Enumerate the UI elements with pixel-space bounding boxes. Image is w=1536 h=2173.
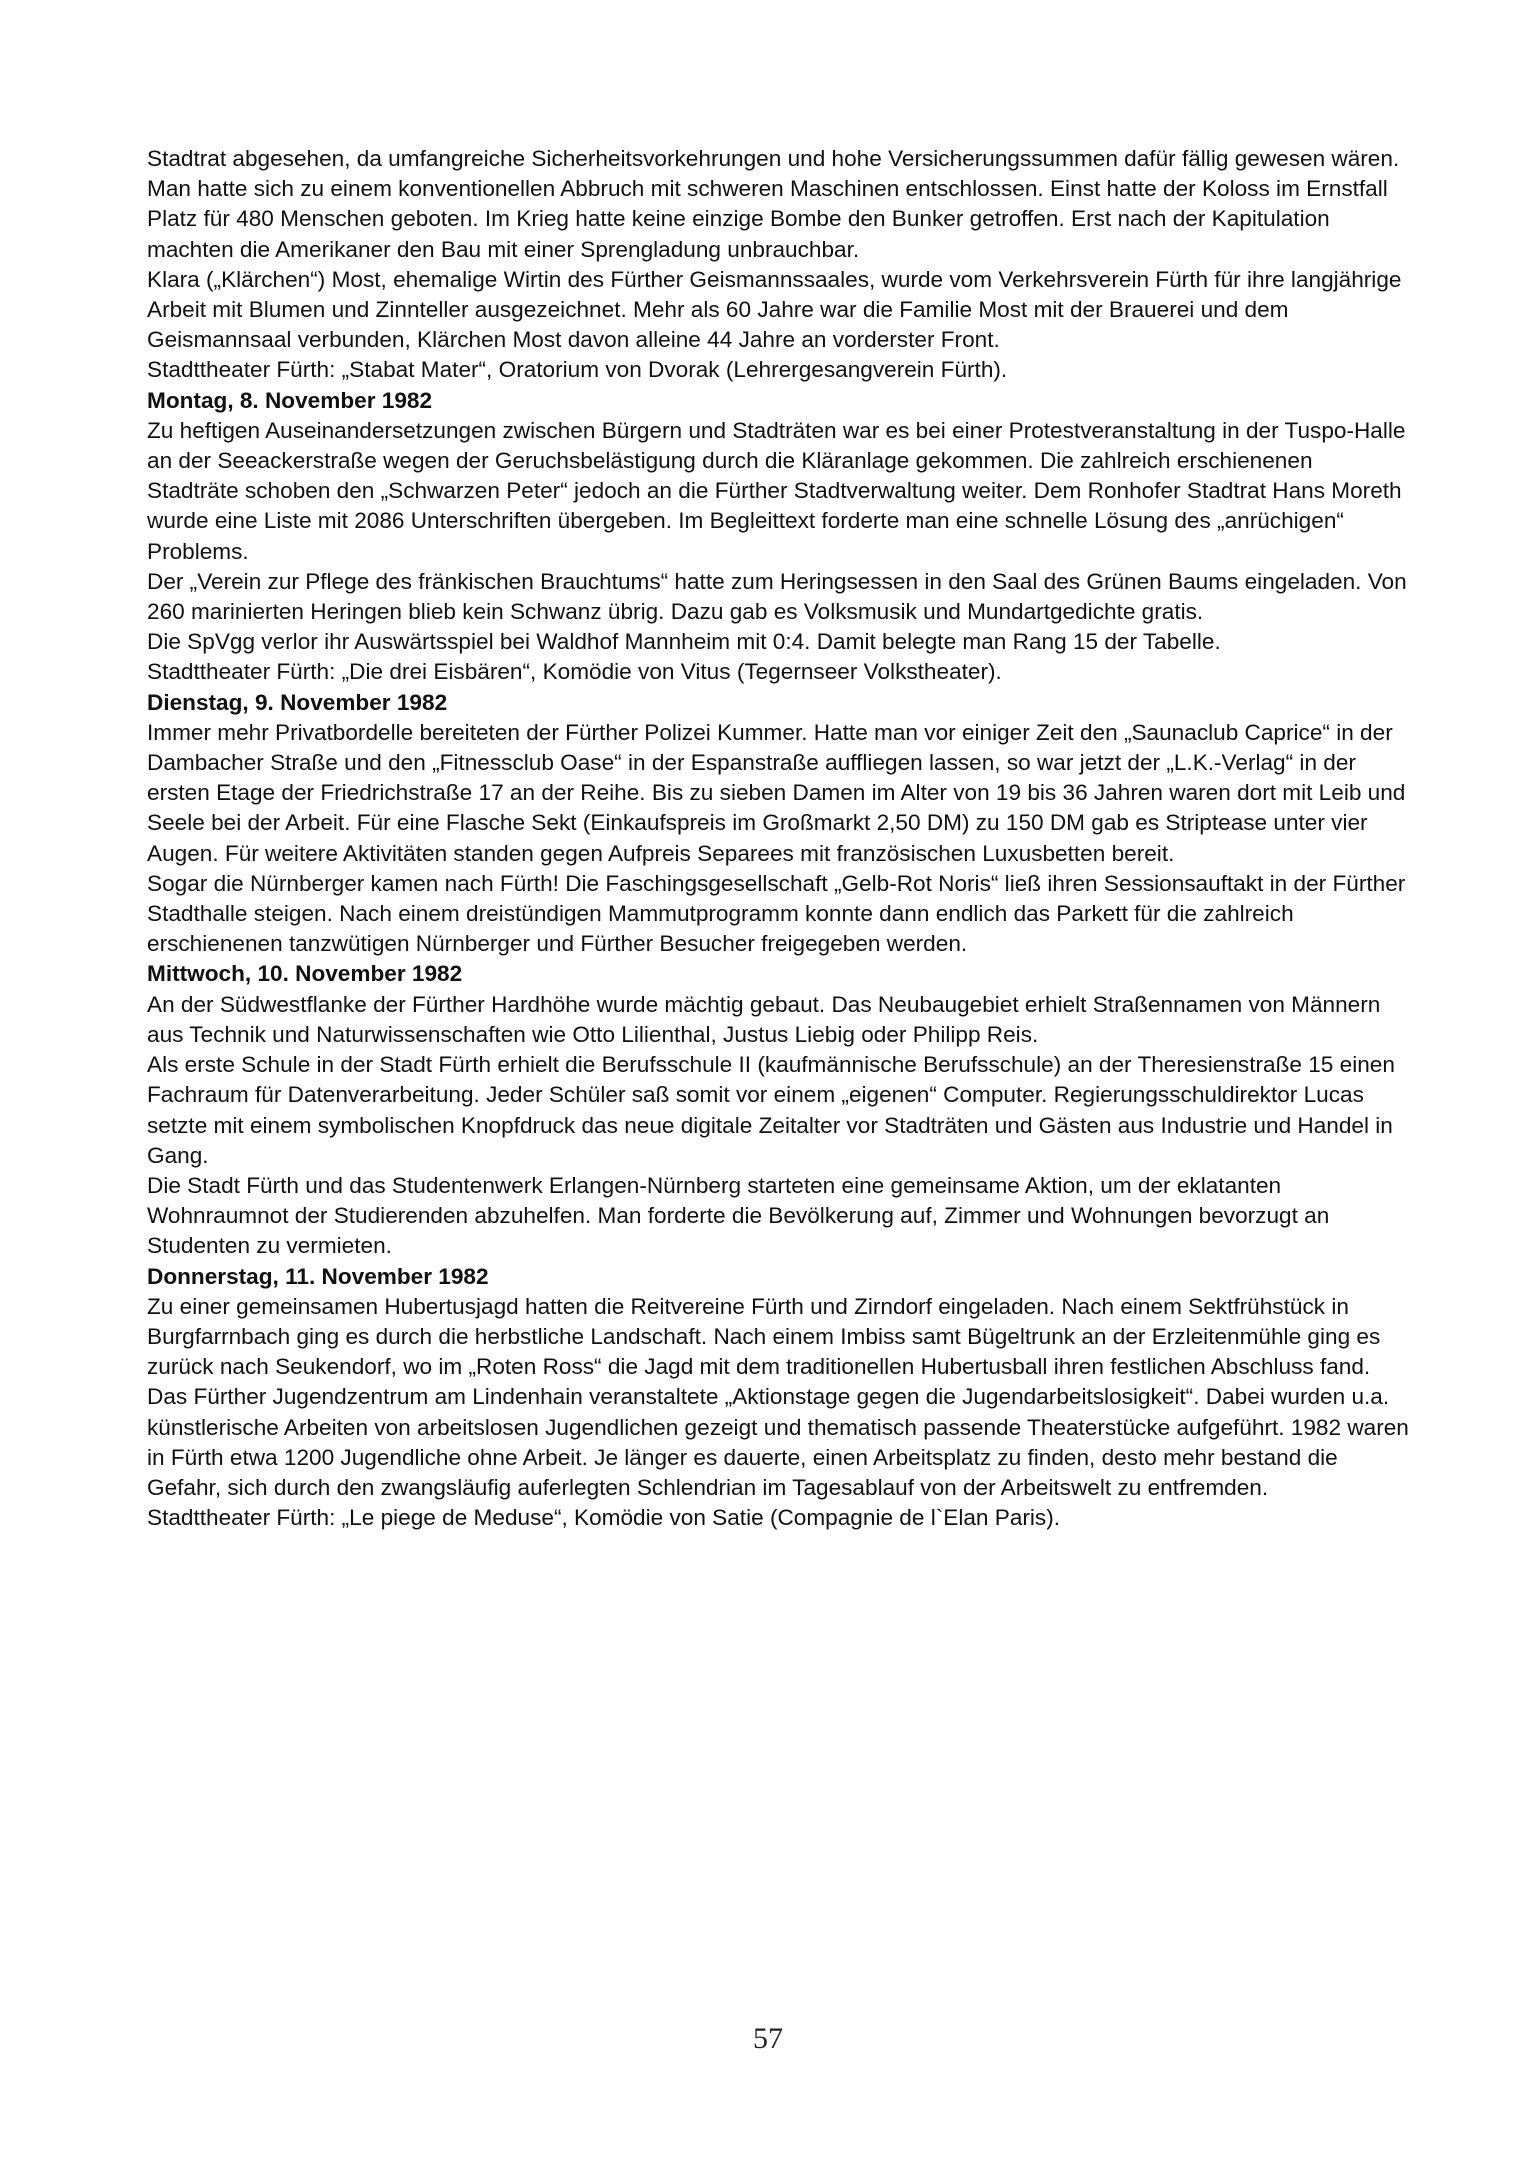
date-heading: Dienstag, 9. November 1982: [147, 689, 448, 715]
section-wednesday: [147, 959, 1409, 1261]
section-paragraph: Immer mehr Privatbordelle bereiteten der Fürther Polizei Kummer. Hatte man vor einiger Zeit den „Saunaclub Caprice“ in der Dambacher Straße und den „Fitnessclub Oase“ in der Espanstraße auffliegen lassen, so war jetzt der „L.K.-Verlag“ in der ersten Etage der Friedrichstraße 17 an der Reihe. Bis zu sieben Damen im Alter von 19 bis 36 Jahren waren dort mit Leib und Seele bei der Arbeit. Für eine Flasche Sekt (Einkaufspreis im Großmarkt 2,50 DM) zu 150 DM gab es Striptease unter vier Augen. Für weitere Aktivitäten standen gegen Aufpreis Separees mit französischen Luxusbetten bereit.: [147, 719, 1406, 866]
section-paragraph: An der Südwestflanke der Fürther Hardhöhe wurde mächtig gebaut. Das Neubaugebiet erhielt Straßennamen von Männern aus Technik und Naturwissenschaften wie Otto Lilienthal, Justus Liebig oder Philipp Reis.: [147, 991, 1381, 1047]
section-paragraph: Stadttheater Fürth: „Die drei Eisbären“, Komödie von Vitus (Tegernseer Volkstheater).: [147, 659, 1002, 685]
section-paragraph: Das Fürther Jugendzentrum am Lindenhain veranstaltete „Aktionstage gegen die Jugendarbeitslosigkeit“. Dabei wurden u.a. künstlerische Arbeiten von arbeitslosen Jugendlichen gezeigt und thematisch passende Theaterstücke aufgeführt. 1982 waren in Fürth etwa 1200 Jugendliche ohne Arbeit. Je länger es dauerte, einen Arbeitsplatz zu finden, desto mehr bestand die Gefahr, sich durch den zwangsläufig auferlegten Schlendrian im Tagesablauf von der Arbeitswelt zu entfremden.: [147, 1384, 1409, 1500]
section-tuesday: [147, 688, 1409, 960]
section-paragraph: Die Stadt Fürth und das Studentenwerk Erlangen-Nürnberg starteten eine gemeinsame Aktion, um der eklatanten Wohnraumnot der Studierenden abzuhelfen. Man forderte die Bevölkerung auf, Zimmer und Wohnungen bevorzugt an Studenten zu vermieten.: [147, 1172, 1330, 1259]
section-paragraph: Sogar die Nürnberger kamen nach Fürth! Die Faschingsgesellschaft „Gelb-Rot Noris“ ließ ihren Sessionsauftakt in der Fürther Stadthalle steigen. Nach einem dreistündigen Mammutprogramm konnte dann endlich das Parkett für die zahlreich erschienenen tanzwütigen Nürnberger und Fürther Besucher freigegeben werden.: [147, 870, 1406, 957]
intro-paragraph: Klara („Klärchen“) Most, ehemalige Wirtin des Fürther Geismannssaales, wurde vom Verkehrsverein Fürth für ihre langjährige Arbeit mit Blumen und Zinnteller ausgezeichnet. Mehr als 60 Jahre war die Familie Most mit der Brauerei und dem Geismannsaal verbunden, Klärchen Most davon alleine 44 Jahre an vorderster Front.: [147, 266, 1402, 353]
date-heading: Mittwoch, 10. November 1982: [147, 961, 463, 987]
section-paragraph: Als erste Schule in der Stadt Fürth erhielt die Berufsschule II (kaufmännische Berufsschule) an der Theresienstraße 15 einen Fachraum für Datenverarbeitung. Jeder Schüler saß somit vor einem „eigenen“ Computer. Regierungsschuldirektor Lucas setzte mit einem symbolischen Knopfdruck das neue digitale Zeitalter vor Stadträten und Gästen aus Industrie und Handel in Gang.: [147, 1052, 1395, 1168]
section-thursday: [147, 1262, 1409, 1534]
intro-paragraph: Stadtrat abgesehen, da umfangreiche Sicherheitsvorkehrungen und hohe Versicherungssummen dafür fällig gewesen wären. Man hatte sich zu einem konventionellen Abbruch mit schweren Maschinen entschlossen. Einst hatte der Koloss im Ernstfall Platz für 480 Menschen geboten. Im Krieg hatte keine einzige Bombe den Bunker getroffen. Erst nach der Kapitulation machten die Amerikaner den Bau mit einer Sprengladung unbrauchbar.: [147, 146, 1400, 262]
section-monday: [147, 386, 1409, 688]
section-paragraph: Die SpVgg verlor ihr Auswärtsspiel bei Waldhof Mannheim mit 0:4. Damit belegte man Rang 15 der Tabelle.: [147, 629, 1221, 655]
section-paragraph: Zu einer gemeinsamen Hubertusjagd hatten die Reitvereine Fürth und Zirndorf eingeladen. Nach einem Sektfrühstück in Burgfarrnbach ging es durch die herbstliche Landschaft. Nach einem Imbiss samt Bügeltrunk an der Erzleitenmühle ging es zurück nach Seukendorf, wo im „Roten Ross“ die Jagd mit dem traditionellen Hubertusball ihren festlichen Abschluss fand.: [147, 1293, 1381, 1380]
section-paragraph: Zu heftigen Auseinandersetzungen zwischen Bürgern und Stadträten war es bei einer Protestveranstaltung in der Tuspo-Halle an der Seeackerstraße wegen der Geruchsbelästigung durch die Kläranlage gekommen. Die zahlreich erschienenen Stadträte schoben den „Schwarzen Peter“ jedoch an die Fürther Stadtverwaltung weiter. Dem Ronhofer Stadtrat Hans Moreth wurde eine Liste mit 2086 Unterschriften übergeben. Im Begleittext forderte man eine schnelle Lösung des „anrüchigen“ Problems.: [147, 417, 1406, 564]
date-heading: Montag, 8. November 1982: [147, 387, 433, 413]
section-paragraph: Stadttheater Fürth: „Le piege de Meduse“, Komödie von Satie (Compagnie de l`Elan Paris).: [147, 1505, 1061, 1531]
intro-paragraph: Stadttheater Fürth: „Stabat Mater“, Oratorium von Dvorak (Lehrergesangverein Fürth).: [147, 357, 1008, 383]
date-heading: Donnerstag, 11. November 1982: [147, 1263, 489, 1289]
document-body: [147, 144, 1409, 1533]
page-number: 57: [753, 2022, 783, 2055]
section-paragraph: Der „Verein zur Pflege des fränkischen Brauchtums“ hatte zum Heringsessen in den Saal des Grünen Baums eingeladen. Von 260 marinierten Heringen blieb kein Schwanz übrig. Dazu gab es Volksmusik und Mundartgedichte gratis.: [147, 568, 1407, 625]
intro-block: [147, 144, 1409, 386]
